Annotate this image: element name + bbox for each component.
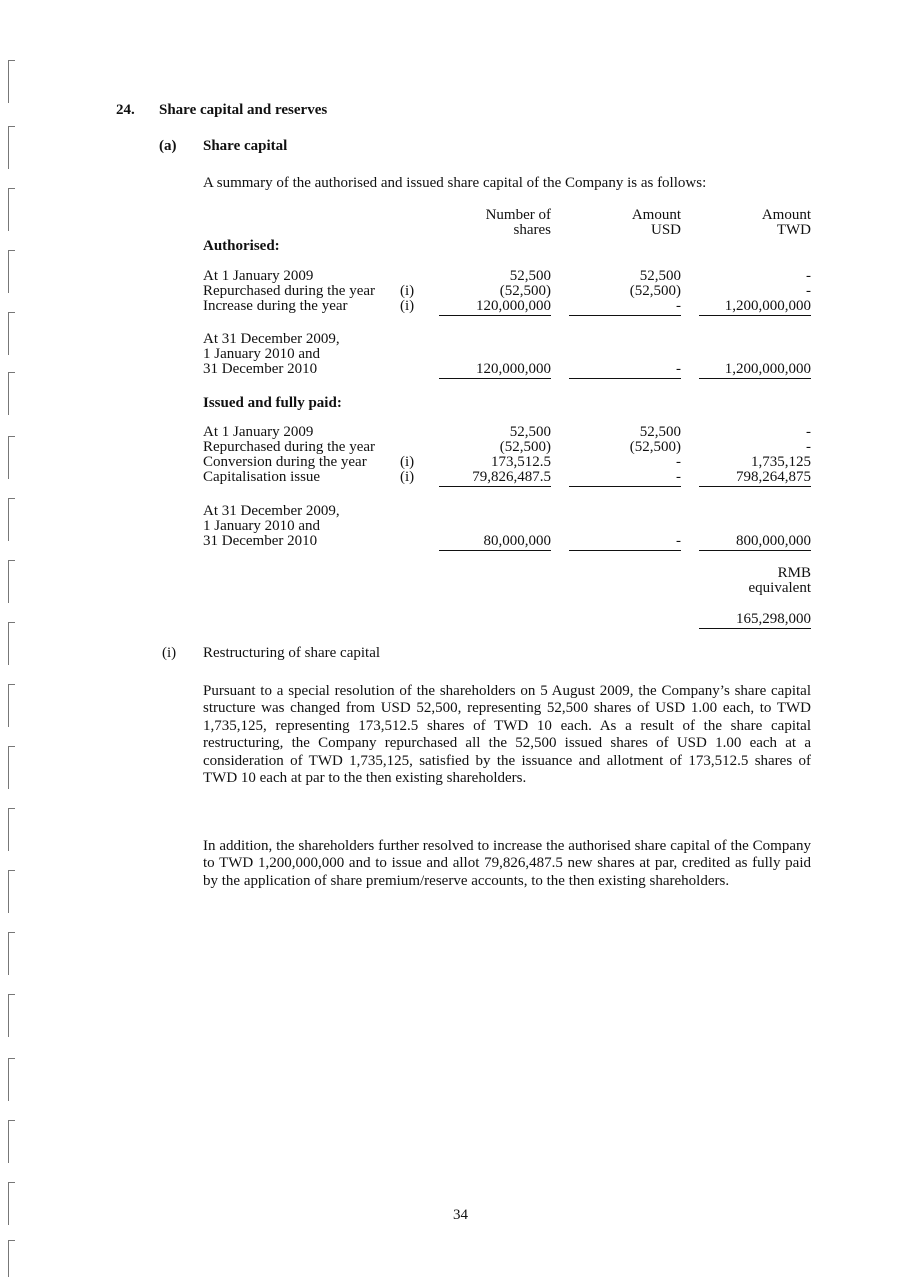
- table-cell-shares: 79,826,487.5: [439, 469, 551, 487]
- table-row-note: (i): [400, 298, 415, 314]
- total-label-line3: 31 December 2010: [203, 361, 318, 377]
- table-cell-shares: 173,512.5: [491, 454, 551, 470]
- intro-text: A summary of the authorised and issued share capital of the Company is as follows:: [203, 175, 707, 191]
- header-twd-line1: Amount: [761, 207, 811, 223]
- table-cell-shares: 52,500: [509, 424, 551, 440]
- table-cell-twd: -: [806, 439, 811, 455]
- total-label-line2: 1 January 2010 and: [203, 346, 321, 362]
- table-cell-twd: -: [806, 268, 811, 284]
- table-cell-twd: -: [806, 424, 811, 440]
- table-cell-usd: 52,500: [639, 424, 681, 440]
- rmb-heading-line2: equivalent: [748, 580, 811, 596]
- table-cell-shares: 120,000,000: [439, 298, 551, 316]
- total-label-line1: At 31 December 2009,: [203, 331, 340, 347]
- table-row-label: Capitalisation issue: [203, 469, 321, 485]
- table-row-label: Increase during the year: [203, 298, 348, 314]
- table-row-note: (i): [400, 469, 415, 485]
- table-cell-usd: (52,500): [629, 283, 681, 299]
- table-cell-usd: (52,500): [629, 439, 681, 455]
- table-cell-shares: (52,500): [499, 439, 551, 455]
- note-paragraph-2: In addition, the shareholders further resolved to increase the authorised share capital of the Company to TWD 1,200,000,000 and to issue and allot 79,826,487.5 new shares at par, credited as fully paid by the application of share premium/reserve accounts, to the then existing shareholders.: [203, 838, 811, 889]
- header-usd-line2: USD: [650, 222, 681, 238]
- table-row-label: At 1 January 2009: [203, 424, 314, 440]
- total-shares: 80,000,000: [439, 533, 551, 551]
- table-cell-shares: (52,500): [499, 283, 551, 299]
- table-row-label: Repurchased during the year: [203, 439, 376, 455]
- table-cell-usd: -: [569, 469, 681, 487]
- section-title: Share capital and reserves: [159, 102, 328, 118]
- total-label-line2: 1 January 2010 and: [203, 518, 321, 534]
- total-label-line1: At 31 December 2009,: [203, 503, 340, 519]
- total-twd: 800,000,000: [699, 533, 811, 551]
- authorised-heading: Authorised:: [203, 238, 280, 254]
- total-twd: 1,200,000,000: [699, 361, 811, 379]
- table-row-note: (i): [400, 454, 415, 470]
- header-usd-line1: Amount: [631, 207, 681, 223]
- table-cell-twd: -: [806, 283, 811, 299]
- table-cell-twd: 798,264,875: [699, 469, 811, 487]
- table-cell-shares: 52,500: [509, 268, 551, 284]
- table-cell-twd: 1,735,125: [751, 454, 811, 470]
- table-row-label: Repurchased during the year: [203, 283, 376, 299]
- table-cell-usd: -: [569, 298, 681, 316]
- total-usd: -: [569, 361, 681, 379]
- table-cell-usd: 52,500: [639, 268, 681, 284]
- total-usd: -: [569, 533, 681, 551]
- page-number: 34: [453, 1207, 468, 1223]
- note-paragraph-1: Pursuant to a special resolution of the shareholders on 5 August 2009, the Company’s share capital structure was changed from USD 52,500, representing 52,500 shares of USD 1.00 each, to TWD 1,735,125, representing 173,512.5 shares of TWD 10 each. As a result of the share capital restructuring, the Company repurchased all the 52,500 issued shares of USD 1.00 each at a consideration of TWD 1,735,125, satisfied by the issuance and allotment of 173,512.5 shares of TWD 10 each at par to the then existing shareholders.: [203, 683, 811, 787]
- table-cell-twd: 1,200,000,000: [699, 298, 811, 316]
- note-title: Restructuring of share capital: [203, 645, 381, 661]
- header-shares-line1: Number of: [485, 207, 551, 223]
- rmb-value: 165,298,000: [699, 611, 811, 629]
- table-row-label: At 1 January 2009: [203, 268, 314, 284]
- table-cell-usd: -: [676, 454, 681, 470]
- header-shares-line2: shares: [513, 222, 551, 238]
- subsection-label: (a): [159, 138, 177, 154]
- total-label-line3: 31 December 2010: [203, 533, 318, 549]
- table-row-label: Conversion during the year: [203, 454, 367, 470]
- table-row-note: (i): [400, 283, 415, 299]
- issued-heading: Issued and fully paid:: [203, 395, 342, 411]
- total-shares: 120,000,000: [439, 361, 551, 379]
- rmb-heading-line1: RMB: [777, 565, 811, 581]
- note-label: (i): [162, 645, 177, 661]
- subsection-title: Share capital: [203, 138, 288, 154]
- header-twd-line2: TWD: [776, 222, 811, 238]
- section-number: 24.: [116, 102, 135, 118]
